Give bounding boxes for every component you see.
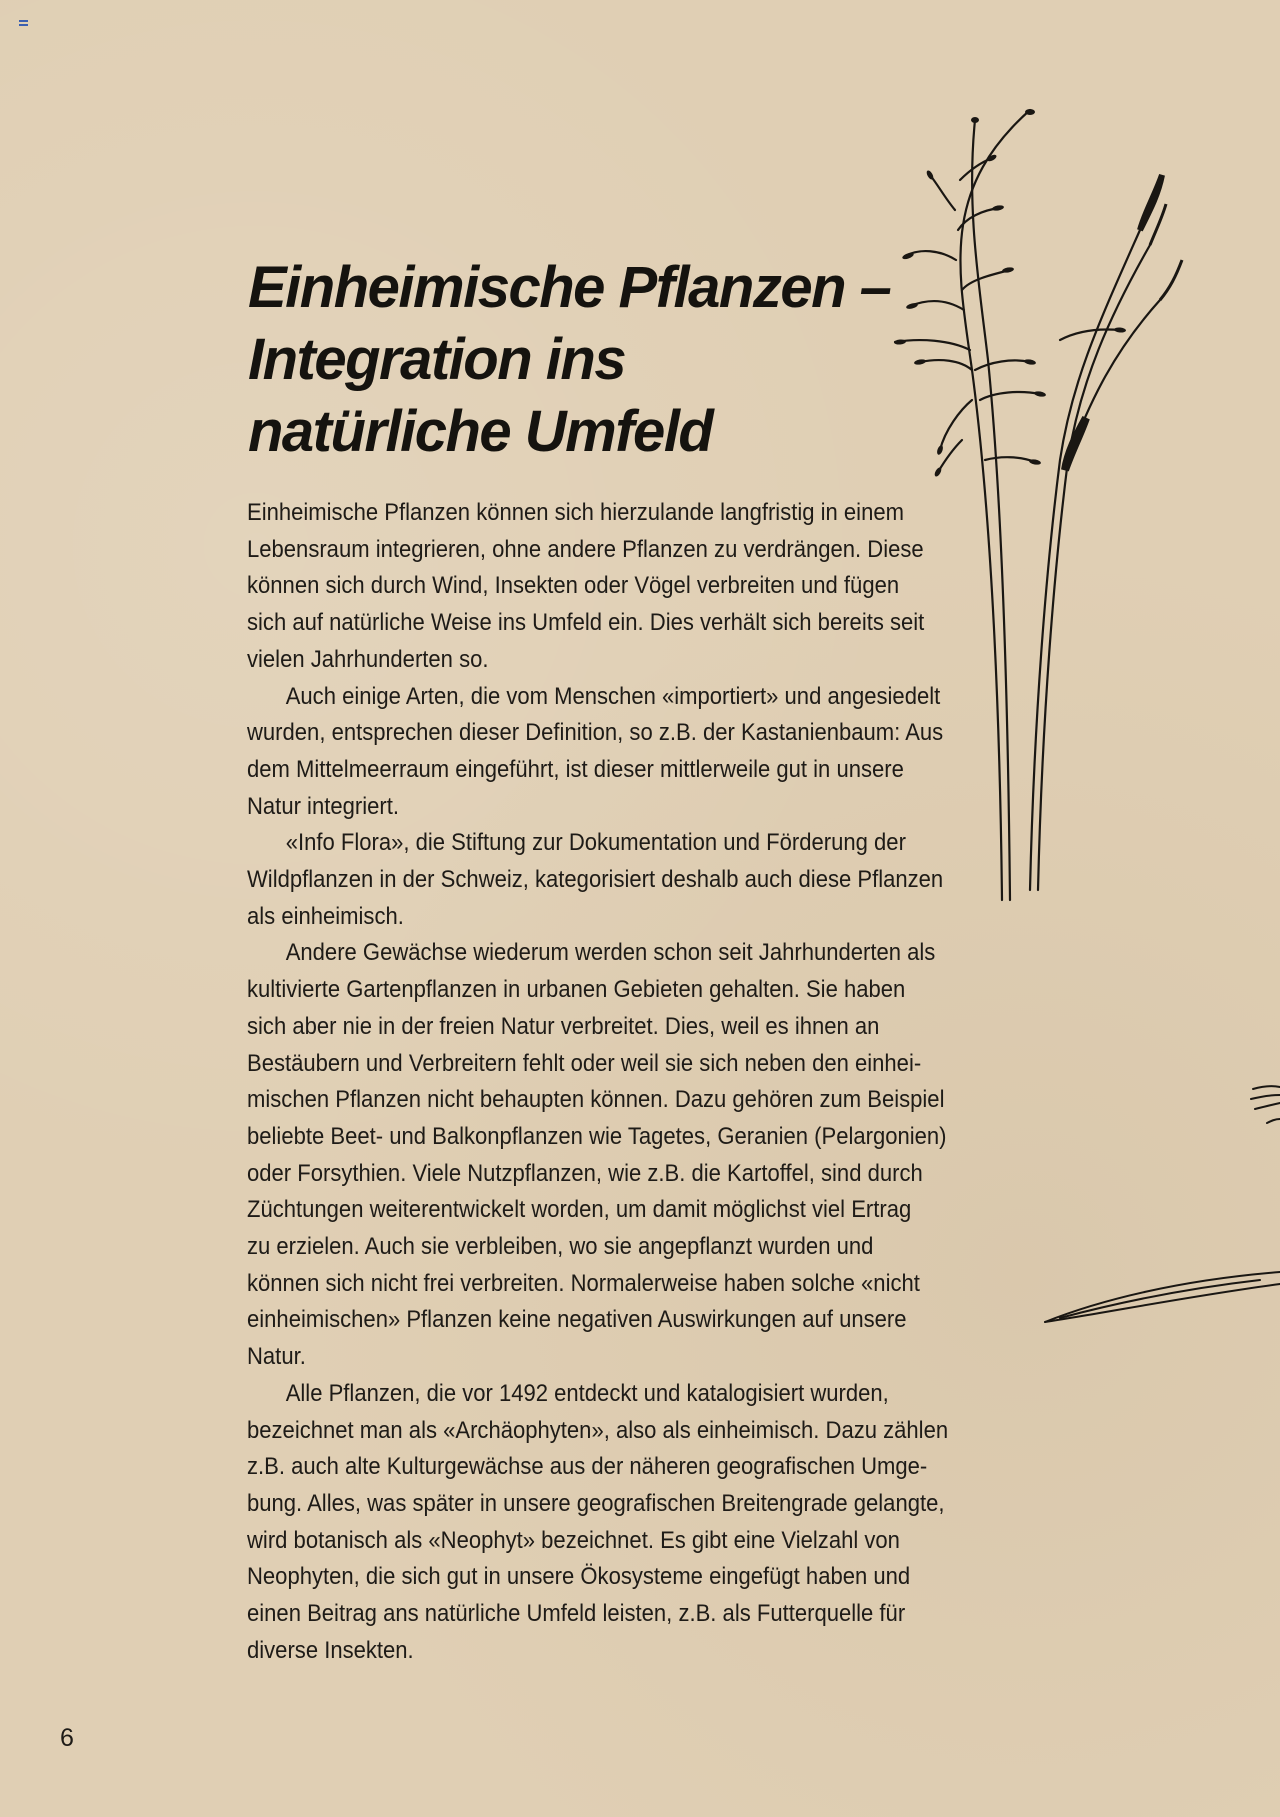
paragraph-4 — [247, 935, 1022, 1375]
text-line: beliebte Beet- und Balkonpflanzen wie Tagetes, Geranien (Pelargonien) — [247, 1122, 947, 1150]
text-line: Einheimische Pflanzen können sich hierzulande langfristig in einem — [247, 499, 904, 526]
corner-mark-icon — [19, 20, 28, 26]
text-line: können sich durch Wind, Insekten oder Vögel verbreiten und fügen — [247, 572, 900, 600]
text-line: vielen Jahrhunderten so. — [247, 645, 489, 673]
text-line: sich auf natürliche Weise ins Umfeld ein. Dies verhält sich bereits seit — [247, 609, 925, 637]
text-line: sich aber nie in der freien Natur verbreitet. Dies, weil es ihnen an — [247, 1012, 880, 1040]
paragraph-5 — [247, 1376, 1022, 1670]
text-line: diverse Insekten. — [247, 1636, 414, 1664]
text-line: «Info Flora», die Stiftung zur Dokumentation und Förderung der — [285, 829, 906, 857]
title-line: natürliche Umfeld — [248, 399, 713, 464]
text-line: Natur integriert. — [247, 792, 399, 820]
text-line: Züchtungen weiterentwickelt worden, um damit möglichst viel Ertrag — [247, 1196, 912, 1224]
text-line: z.B. auch alte Kulturgewächse aus der näheren geografischen Umge- — [247, 1453, 928, 1481]
text-line: zu erzielen. Auch sie verbleiben, wo sie angepflanzt wurden und — [247, 1233, 874, 1261]
text-line: können sich nicht frei verbreiten. Normalerweise haben solche «nicht — [247, 1269, 920, 1297]
text-line: Neophyten, die sich gut in unsere Ökosysteme eingefügt haben und — [247, 1563, 911, 1591]
text-line: dem Mittelmeerraum eingeführt, ist dieser mittlerweile gut in unsere — [247, 755, 904, 783]
text-line: kultivierte Gartenpflanzen in urbanen Gebieten gehalten. Sie haben — [247, 976, 906, 1004]
text-line: bung. Alles, was später in unsere geografischen Breitengrade gelangte, — [247, 1489, 945, 1517]
text-line: wird botanisch als «Neophyt» bezeichnet. Es gibt eine Vielzahl von — [247, 1526, 900, 1554]
text-line: einheimischen» Pflanzen keine negativen Auswirkungen auf unsere — [247, 1306, 907, 1334]
text-line: Auch einige Arten, die vom Menschen «importiert» und angesiedelt — [285, 682, 941, 710]
text-line: Andere Gewächse wiederum werden schon seit Jahrhunderten als — [285, 939, 936, 967]
text-line: Wildpflanzen in der Schweiz, kategorisiert deshalb auch diese Pflanzen — [247, 866, 944, 894]
text-line: einen Beitrag ans natürliche Umfeld leisten, z.B. als Futterquelle für — [247, 1600, 906, 1628]
text-line: als einheimisch. — [247, 902, 404, 930]
page-number: 6 — [60, 1724, 74, 1752]
grass-illustration-icon — [900, 100, 1280, 900]
title-line: Integration ins — [248, 327, 626, 392]
text-line: oder Forsythien. Viele Nutzpflanzen, wie z.B. die Kartoffel, sind durch — [247, 1159, 923, 1187]
text-line: mischen Pflanzen nicht behaupten können. Dazu gehören zum Beispiel — [247, 1086, 945, 1114]
text-line: bezeichnet man als «Archäophyten», also als einheimisch. Dazu zählen — [247, 1416, 949, 1444]
text-line: Bestäubern und Verbreitern fehlt oder weil sie sich neben den einhei- — [247, 1049, 922, 1077]
leaf-tip-icon — [1245, 1075, 1280, 1125]
text-line: Natur. — [247, 1343, 306, 1371]
grass-blade-icon — [1040, 1260, 1280, 1330]
text-line: Alle Pflanzen, die vor 1492 entdeckt und katalogisiert wurden, — [285, 1379, 889, 1407]
title-line: Einheimische Pflanzen – — [248, 255, 891, 320]
text-line: wurden, entsprechen dieser Definition, so z.B. der Kastanienbaum: Aus — [247, 719, 944, 747]
page-title — [248, 252, 890, 468]
text-line: Lebensraum integrieren, ohne andere Pflanzen zu verdrängen. Diese — [247, 535, 924, 563]
